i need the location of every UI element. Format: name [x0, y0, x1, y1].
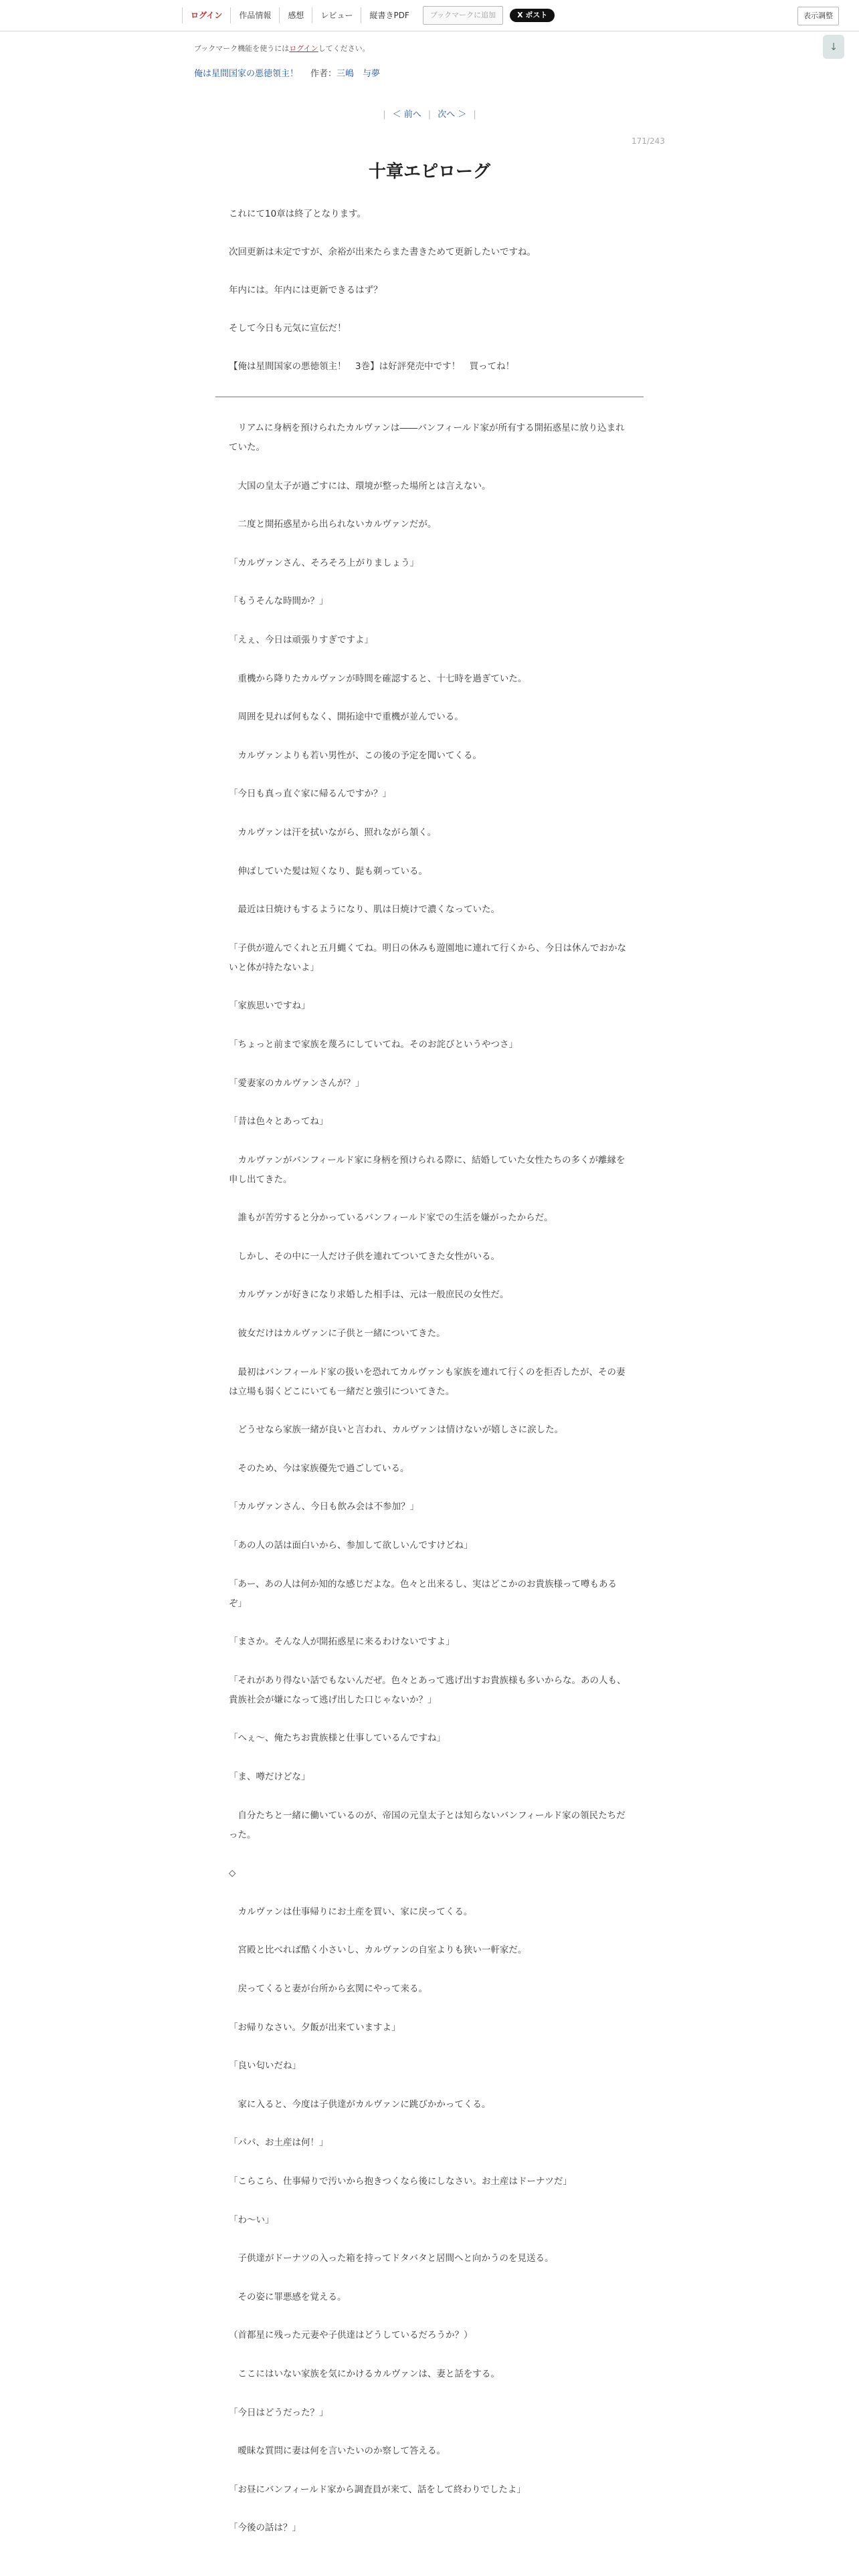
series-title-link[interactable]: 俺は星間国家の悪徳領主！	[194, 69, 299, 79]
body-paragraph: カルヴァンは汗を拭いながら、照れながら頷く。	[229, 827, 437, 838]
body-paragraph: 曖昧な質問に妻は何を言いたいのか察して答える。	[229, 2446, 446, 2457]
body-paragraph: 「子供が遊んでくれと五月蝿くてね。明日の休みも遊園地に連れて行くから、今日は休んでおかないと体が持たないよ」	[229, 942, 626, 973]
body-paragraph: 「今後の話は？」	[229, 2523, 301, 2534]
preface-paragraph: これにて10章は終了となります。	[229, 209, 367, 219]
preface-paragraph: 次回更新は未定ですが、余裕が出来たらまた書きためて更新したいですね。	[229, 247, 536, 257]
body-paragraph: 「愛妻家のカルヴァンさんが？」	[229, 1077, 365, 1089]
body-paragraph: 最初はバンフィールド家の扱いを恐れてカルヴァンも家族を連れて行くのを拒否したが、その妻は立場も弱くどこにいても一緒だと強引についてきた。	[229, 1366, 626, 1397]
body-paragraph: 大国の皇太子が過ごすには、環境が整った場所とは言えない。	[229, 480, 491, 492]
review-link[interactable]: レビュー	[312, 7, 361, 23]
body-paragraph: 「カルヴァンさん、今日も飲み会は不参加？」	[229, 1501, 419, 1513]
pager-divider: |	[473, 110, 476, 120]
body-paragraph: 「良い匂いだね」	[229, 2060, 301, 2072]
body-paragraph: 宮殿と比べれば酷く小さいし、カルヴァンの自室よりも狭い一軒家だ。	[229, 1945, 527, 1956]
work-info-link[interactable]: 作品情報	[231, 7, 280, 23]
pager-divider: |	[427, 110, 432, 120]
chapter-title: 十章エピローグ	[368, 162, 490, 182]
display-settings-button[interactable]: 表示調整	[797, 7, 839, 25]
body-paragraph: そのため、今は家族優先で過ごしている。	[229, 1463, 409, 1474]
body-paragraph: カルヴァンがバンフィールド家に身柄を預けられる際に、結婚していた女性たちの多くが離縁を申し出てきた。	[229, 1154, 626, 1185]
pager-divider: |	[383, 110, 386, 120]
body-paragraph: 「こらこら、仕事帰りで汚いから抱きつくなら後にしなさい。お土産はドーナツだ」	[229, 2175, 572, 2187]
body-paragraph: 誰もが苦労すると分かっているバンフィールド家での生活を嫌がったからだ。	[229, 1212, 553, 1224]
notice-suffix: してください。	[318, 44, 370, 53]
body-paragraph: 「カルヴァンさん、そろそろ上がりましょう」	[229, 557, 419, 568]
body-paragraph: 「もうそんな時間か？」	[229, 596, 328, 607]
body-paragraph: 「今日はどうだった？」	[229, 2407, 328, 2418]
body-paragraph: 「お帰りなさい。夕飯が出来ていますよ」	[229, 2022, 401, 2033]
body-paragraph: 最近は日焼けもするようになり、肌は日焼けで濃くなっていた。	[229, 904, 500, 916]
page-counter: 171/243	[632, 136, 665, 146]
author-preface	[229, 205, 630, 395]
body-paragraph: カルヴァンが好きになり求婚した相手は、元は一般庶民の女性だ。	[229, 1289, 509, 1301]
body-paragraph: 「ま、噂だけどな」	[229, 1772, 310, 1782]
notice-login-link[interactable]: ログイン	[289, 44, 318, 53]
chevron-down-icon: ↓	[829, 41, 838, 53]
body-paragraph: （首都星に残った元妻や子供達はどうしているだろうか？）	[229, 2330, 473, 2341]
body-paragraph: しかし、その中に一人だけ子供を連れてついてきた女性がいる。	[229, 1251, 500, 1262]
prev-page-link[interactable]: ＜ 前へ	[392, 110, 421, 120]
author-link[interactable]: 三嶋 与夢	[337, 69, 381, 79]
body-paragraph: 重機から降りたカルヴァンが時間を確認すると、十七時を過ぎていた。	[229, 673, 527, 684]
body-paragraph: 家に入ると、今度は子供達がカルヴァンに跳びかかってくる。	[229, 2099, 491, 2110]
login-link[interactable]: ログイン	[182, 7, 231, 23]
body-paragraph: カルヴァンは仕事帰りにお土産を買い、家に戻ってくる。	[229, 1906, 473, 1917]
body-paragraph: 「わ～い」	[229, 2214, 274, 2226]
body-paragraph: 戻ってくると妻が台所から玄関にやって来る。	[229, 1983, 427, 1994]
next-page-link[interactable]: 次へ ＞	[438, 110, 467, 120]
author-label: 作者：	[310, 69, 337, 79]
top-navigation-bar	[0, 0, 859, 31]
body-paragraph: 「お昼にバンフィールド家から調査員が来て、話をして終わりでしたよ」	[229, 2484, 526, 2495]
chapter-pager	[0, 107, 859, 120]
preface-paragraph: そして今日も元気に宣伝だ！	[229, 323, 347, 334]
body-paragraph: リアムに身柄を預けられたカルヴァンは――バンフィールド家が所有する開拓惑星に放り込まれていた。	[229, 423, 625, 453]
preface-paragraph: 【俺は星間国家の悪徳領主！ 3巻】は好評発売中です！ 買ってね！	[229, 361, 515, 372]
main-nav	[182, 7, 555, 23]
vertical-pdf-link[interactable]: 縦書きPDF	[369, 11, 409, 20]
body-paragraph: 自分たちと一緒に働いているのが、帝国の元皇太子とは知らないバンフィールド家の領民たちだった。	[229, 1810, 626, 1840]
body-paragraph: 二度と開拓惑星から出られないカルヴァンだが。	[229, 519, 437, 530]
scene-break-marker: ◇	[229, 1868, 236, 1879]
body-paragraph: どうせなら家族一緒が良いと言われ、カルヴァンは情けないが嬉しさに涙した。	[229, 1424, 564, 1436]
chapter-body	[229, 419, 630, 2557]
body-paragraph: 「えぇ、今日は頑張りすぎですよ」	[229, 634, 373, 645]
body-paragraph: ここにはいない家族を気にかけるカルヴァンは、妻と話をする。	[229, 2368, 500, 2379]
body-paragraph: 「まさか。そんな人が開拓惑星に来るわけないですよ」	[229, 1636, 455, 1648]
body-paragraph: 「あー、あの人は何か知的な感じだよな。色々と出来るし、実はどこかのお貴族様って噂もあるぞ」	[229, 1578, 617, 1609]
body-paragraph: 「あの人の話は面白いから、参加して欲しいんですけどね」	[229, 1540, 473, 1551]
preface-paragraph: 年内には。年内には更新できるはず？	[229, 285, 383, 296]
x-post-button[interactable]: X ポスト	[510, 9, 555, 22]
notice-prefix: ブックマーク機能を使うには	[194, 44, 290, 53]
body-paragraph: 「ちょっと前まで家族を蔑ろにしていてね。そのお詫びというやつさ」	[229, 1039, 518, 1050]
series-info	[194, 66, 380, 79]
impressions-link[interactable]: 感想	[280, 7, 312, 23]
body-paragraph: 彼女だけはカルヴァンに子供と一緒についてきた。	[229, 1328, 446, 1339]
body-paragraph: カルヴァンよりも若い男性が、この後の予定を聞いてくる。	[229, 750, 482, 761]
body-paragraph: その姿に罪悪感を覚える。	[229, 2291, 347, 2302]
login-notice	[194, 43, 370, 53]
body-paragraph: 伸ばしていた髪は短くなり、髭も剃っている。	[229, 865, 427, 877]
body-paragraph: 子供達がドーナツの入った箱を持ってドタバタと居間へと向かうのを見送る。	[229, 2253, 554, 2264]
body-paragraph: 「昔は色々とあってね」	[229, 1116, 328, 1128]
body-paragraph: 周囲を見れば何もなく、開拓途中で重機が並んでいる。	[229, 712, 464, 723]
body-paragraph: 「今日も真っ直ぐ家に帰るんですか？」	[229, 788, 391, 800]
body-paragraph: 「パパ、お土産は何！」	[229, 2137, 328, 2149]
add-bookmark-button[interactable]: ブックマークに追加	[423, 6, 503, 25]
body-paragraph: 「それがあり得ない話でもないんだぜ。色々とあって逃げ出すお貴族様も多いからな。あの人も、貴族社会が嫌になって逃げ出した口じゃないか？」	[229, 1675, 626, 1705]
scroll-down-button[interactable]	[823, 35, 844, 59]
body-paragraph: 「家族思いですね」	[229, 1000, 310, 1012]
body-paragraph: 「へぇ～、俺たちお貴族様と仕事しているんですね」	[229, 1733, 446, 1744]
